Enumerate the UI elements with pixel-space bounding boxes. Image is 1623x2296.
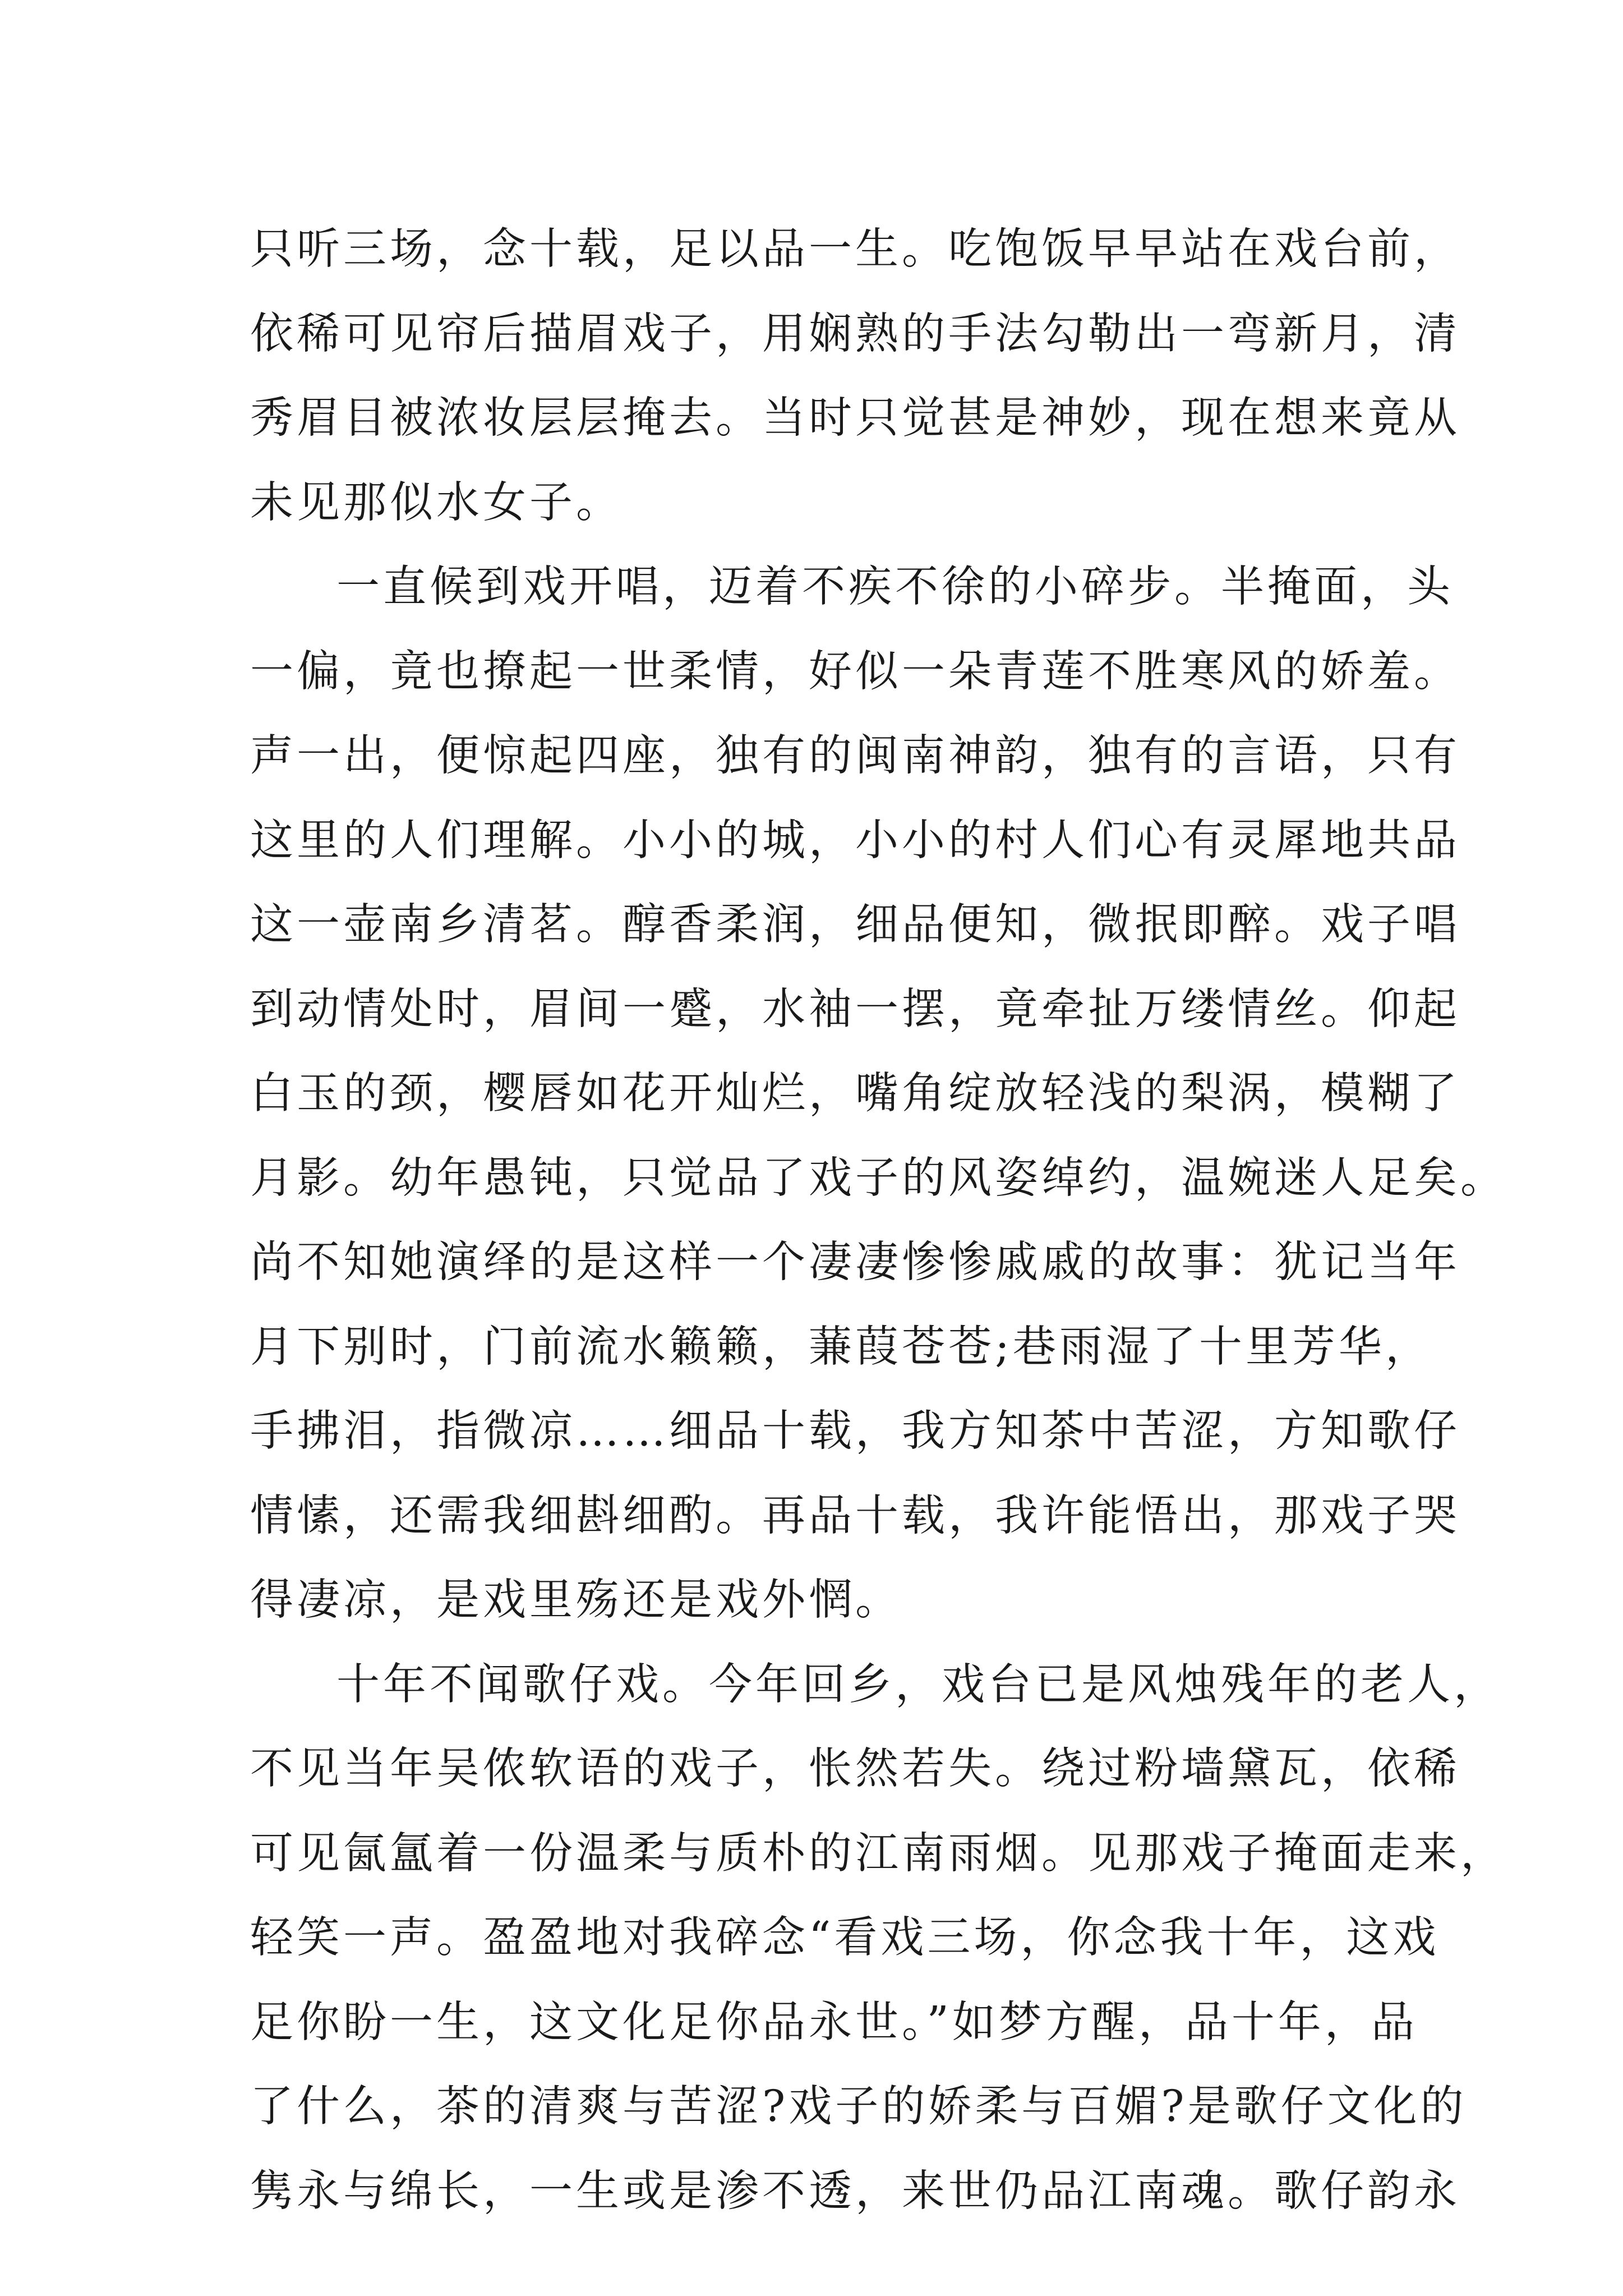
text-line: 隽永与绵长，一生或是渗不透，来世仍品江南魂。歌仔韵永 <box>250 2166 1460 2216</box>
text-line: 手拂泪，指微凉……细品十载，我方知茶中苦涩，方知歌仔 <box>250 1406 1460 1456</box>
text-line: 依稀可见帘后描眉戏子，用娴熟的手法勾勒出一弯新月，清 <box>250 309 1460 359</box>
text-line: 可见氤氲着一份温柔与质朴的江南雨烟。见那戏子掩面走来， <box>250 1828 1507 1879</box>
text-line: 月影。幼年愚钝，只觉品了戏子的风姿绰约，温婉迷人足矣。 <box>250 1153 1507 1203</box>
paragraph-3 <box>250 1643 1507 2234</box>
text-line: 只听三场，念十载，足以品一生。吃饱饭早早站在戏台前， <box>250 224 1460 274</box>
text-line: 月下别时，门前流水籁籁，蒹葭苍苍;巷雨湿了十里芳华， <box>250 1322 1432 1372</box>
text-line: 尚不知她演绎的是这样一个凄凄惨惨戚戚的故事：犹记当年 <box>250 1237 1460 1287</box>
text-line: 足你盼一生，这文化足你品永世。”如梦方醒，品十年，品 <box>250 1997 1418 2047</box>
text-line: 一直候到戏开唱，迈着不疾不徐的小碎步。半掩面，头 <box>336 562 1454 612</box>
document-body <box>250 208 1507 2234</box>
text-line: 秀眉目被浓妆层层掩去。当时只觉甚是神妙，现在想来竟从 <box>250 393 1460 443</box>
text-line: 这一壶南乡清茗。醇香柔润，细品便知，微抿即醉。戏子唱 <box>250 900 1460 950</box>
text-line: 声一出，便惊起四座，独有的闽南神韵，独有的言语，只有 <box>250 731 1460 781</box>
text-line: 轻笑一声。盈盈地对我碎念“看戏三场，你念我十年，这戏 <box>250 1913 1440 1963</box>
text-line: 一偏，竟也撩起一世柔情，好似一朵青莲不胜寒风的娇羞。 <box>250 646 1460 697</box>
paragraph-1 <box>250 208 1460 545</box>
text-line: 到动情处时，眉间一蹙，水袖一摆，竟牵扯万缕情丝。仰起 <box>250 984 1460 1034</box>
paragraph-2 <box>250 545 1507 1643</box>
text-line: 未见那似水女子。 <box>250 477 623 528</box>
text-line: 十年不闻歌仔戏。今年回乡，戏台已是风烛残年的老人， <box>336 1659 1500 1710</box>
text-line: 了什么，茶的清爽与苦涩?戏子的娇柔与百媚?是歌仔文化的 <box>250 2082 1467 2132</box>
text-line: 这里的人们理解。小小的城，小小的村人们心有灵犀地共品 <box>250 815 1460 866</box>
text-line: 白玉的颈，樱唇如花开灿烂，嘴角绽放轻浅的梨涡，模糊了 <box>250 1069 1460 1119</box>
text-line: 情愫，还需我细斟细酌。再品十载，我许能悟出，那戏子哭 <box>250 1490 1460 1541</box>
text-line: 得凄凉，是戏里殇还是戏外惘。 <box>250 1575 902 1625</box>
text-line: 不见当年吴侬软语的戏子，怅然若失。绕过粉墙黛瓦，依稀 <box>250 1744 1460 1794</box>
